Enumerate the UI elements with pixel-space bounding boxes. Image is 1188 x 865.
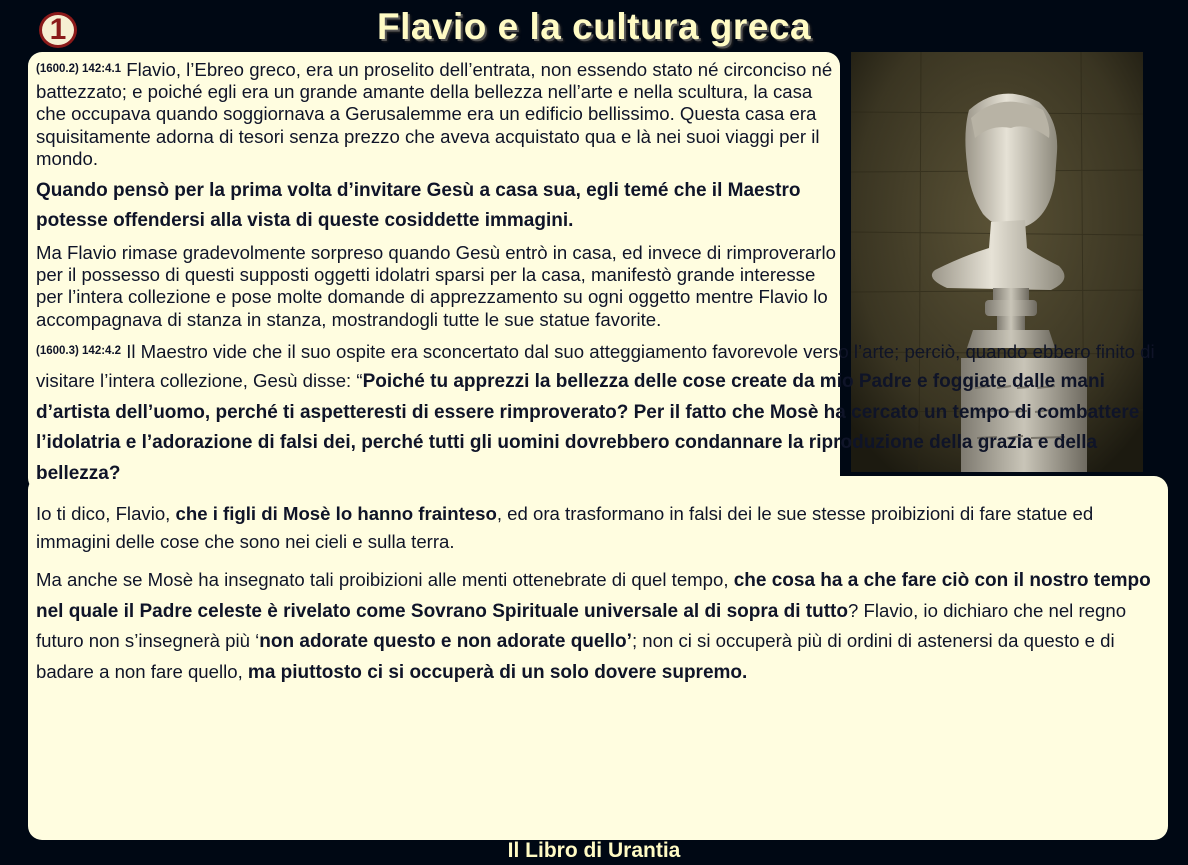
paragraph-text: Il Maestro vide che il suo ospite era sconcertato dal suo atteggiamento favorevole verso l’arte; perciò, quando ebbero finito di visitare l’intera collezione, Gesù disse: “ — [36, 340, 1155, 392]
slide-number: 1 — [49, 13, 67, 46]
text-run: ? Flavio, io dichiaro che nel regno futuro non s’insegnerà più ‘ — [36, 599, 1127, 652]
article-text — [36, 58, 1160, 687]
paragraph-3: Ma Flavio rimase gradevolmente sorpreso quando Gesù entrò in casa, ed invece di rimproverarlo per il possesso di questi supposti oggetti idolatri sparsi per la casa, manifestò grande interesse per l’intera collezione e pose molte domande di apprezzamento su ogni oggetto mentre Flavio lo accompagnava di stanza in stanza, mostrandogli tutte le sue statue favorite. — [36, 242, 836, 330]
emphasis-run: che cosa ha a che fare ciò con il nostro tempo nel quale il Padre celeste è rivelato come Sovrano Spirituale universale al di sopra di tutto — [36, 570, 1151, 622]
emphasis-run: che i figli di Mosè lo hanno frainteso — [175, 503, 497, 525]
paragraph-ref: (1600.3) 142:4.2 — [36, 344, 122, 357]
paragraph-1 — [36, 58, 836, 170]
text-run: , ed ora trasformano in falsi dei le sue stesse proibizioni di fare statue ed immagini delle cose che sono nei cieli e sulla terra. — [36, 503, 1094, 553]
emphasis-run: ma piuttosto ci si occuperà di un solo dovere supremo. — [247, 661, 748, 683]
text-run: Io ti dico, Flavio, — [36, 503, 176, 525]
page-title: Flavio e la cultura greca — [376, 6, 812, 47]
jesus-quote: Poiché tu apprezzi la bellezza delle cose create da mio Padre e foggiate dalle mani d’artista dell’uomo, perché ti aspetteresti di essere rimproverato? Per il fatto che Mosè ha cercato un tempo di combattere l’idolatria e l’adorazione di falsi dei, perché tutti gli uomini dovrebbero condannare la riproduzione della grazia e della bellezza? — [36, 371, 1140, 484]
paragraph-ref: (1600.2) 142:4.1 — [36, 63, 122, 75]
footer-book-title: Il Libro di Urantia — [507, 839, 681, 862]
paragraph-4 — [36, 337, 1160, 489]
paragraph-6 — [36, 565, 1160, 687]
text-run: Ma anche se Mosè ha insegnato tali proibizioni alle menti ottenebrate di quel tempo, — [36, 569, 734, 591]
text-run: ; non ci si occuperà più di ordini di astenersi da questo e di badare a non fare quello, — [36, 630, 1115, 682]
emphasis-run: non adorate questo e non adorate quello’ — [259, 631, 632, 653]
paragraph-5 — [36, 500, 1160, 556]
paragraph-text: Flavio, l’Ebreo greco, era un proselito dell’entrata, non essendo stato né circonciso né battezzato; e poiché egli era un grande amante della bellezza nell’arte e nella scultura, la casa che occupava quando soggiornava a Gerusalemme era un edificio bellissimo. Questa casa era squisitamente adorna di tesori senza prezzo che aveva acquistato qua e là nei suoi viaggi per il mondo. — [36, 59, 833, 169]
paragraph-2: Quando pensò per la prima volta d’invitare Gesù a casa sua, egli temé che il Maestro potesse offendersi alla vista di queste cosiddette immagini. — [36, 180, 801, 232]
